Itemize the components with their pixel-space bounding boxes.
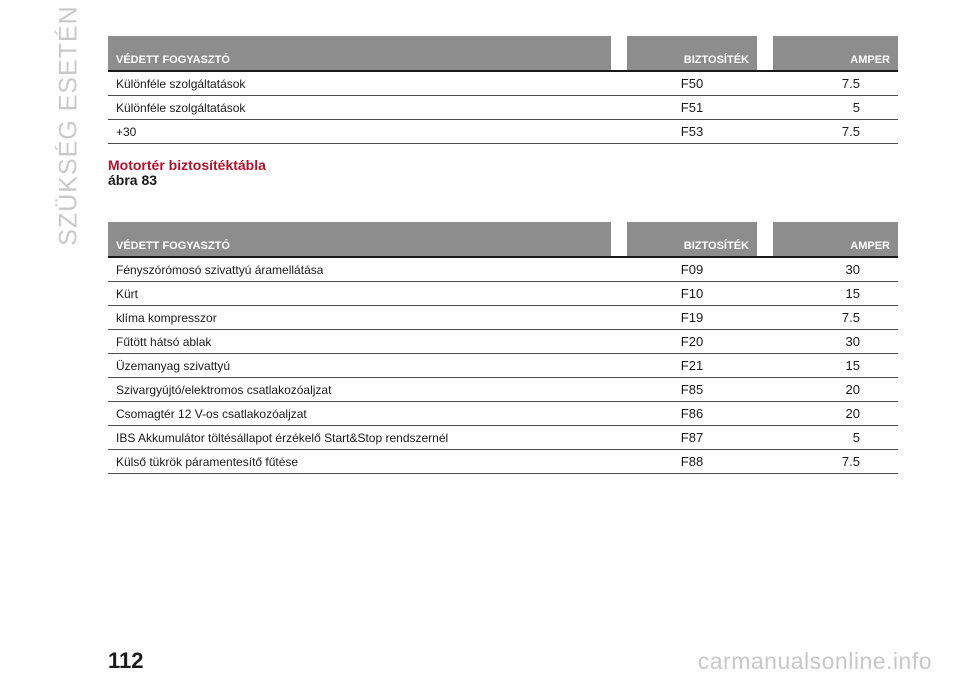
cell-amper: 5	[773, 96, 898, 120]
page-number: 112	[108, 648, 144, 673]
section-title: Motortér biztosítéktábla	[108, 157, 266, 173]
section-side-title	[52, 4, 86, 246]
fuse-table-2	[108, 222, 898, 474]
header-gap	[611, 36, 627, 71]
table-row	[108, 257, 898, 282]
cell-consumer: Csomagtér 12 V-os csatlakozóaljzat	[108, 402, 611, 426]
cell-fuse: F51	[627, 96, 757, 120]
cell-fuse: F88	[627, 450, 757, 474]
figure-reference: ábra 83	[108, 172, 158, 188]
table-row	[108, 378, 898, 402]
table-row	[108, 306, 898, 330]
table-row	[108, 354, 898, 378]
cell-amper: 7.5	[773, 450, 898, 474]
cell-amper: 5	[773, 426, 898, 450]
cell-consumer: Kürt	[108, 282, 611, 306]
cell-fuse: F53	[627, 120, 757, 144]
cell-amper: 30	[773, 330, 898, 354]
table-row	[108, 426, 898, 450]
section-side-title-text: SZÜKSÉG ESETÉN	[54, 4, 83, 246]
cell-fuse: F85	[627, 378, 757, 402]
header-consumer: VÉDETT FOGYASZTÓ	[108, 222, 611, 257]
header-consumer: VÉDETT FOGYASZTÓ	[108, 36, 611, 71]
cell-fuse: F21	[627, 354, 757, 378]
cell-amper: 20	[773, 402, 898, 426]
cell-consumer: IBS Akkumulátor töltésállapot érzékelő Start&Stop rendszernél	[108, 426, 611, 450]
cell-fuse: F86	[627, 402, 757, 426]
cell-consumer: Fűtött hátsó ablak	[108, 330, 611, 354]
table-row	[108, 330, 898, 354]
cell-consumer: klíma kompresszor	[108, 306, 611, 330]
cell-amper: 15	[773, 354, 898, 378]
header-gap	[611, 222, 627, 257]
table-header-row	[108, 36, 898, 71]
header-amper: AMPER	[773, 36, 898, 71]
table-header-row	[108, 222, 898, 257]
header-gap	[757, 36, 773, 71]
cell-amper: 7.5	[773, 71, 898, 96]
cell-fuse: F10	[627, 282, 757, 306]
header-fuse: BIZTOSÍTÉK	[627, 36, 757, 71]
cell-fuse: F87	[627, 426, 757, 450]
cell-consumer: Különféle szolgáltatások	[108, 96, 611, 120]
cell-fuse: F19	[627, 306, 757, 330]
cell-amper: 7.5	[773, 120, 898, 144]
cell-fuse: F50	[627, 71, 757, 96]
cell-amper: 30	[773, 257, 898, 282]
fuse-table-1	[108, 36, 898, 144]
cell-amper: 7.5	[773, 306, 898, 330]
watermark: carmanualsonline.info	[697, 648, 932, 674]
table-row	[108, 71, 898, 96]
table-row	[108, 402, 898, 426]
table-row	[108, 120, 898, 144]
table-row	[108, 282, 898, 306]
cell-fuse: F09	[627, 257, 757, 282]
table-row	[108, 450, 898, 474]
table-row	[108, 96, 898, 120]
header-amper: AMPER	[773, 222, 898, 257]
cell-amper: 20	[773, 378, 898, 402]
cell-amper: 15	[773, 282, 898, 306]
header-fuse: BIZTOSÍTÉK	[627, 222, 757, 257]
header-gap	[757, 222, 773, 257]
cell-consumer: Külső tükrök páramentesítő fűtése	[108, 450, 611, 474]
cell-consumer: Üzemanyag szivattyú	[108, 354, 611, 378]
cell-consumer: Különféle szolgáltatások	[108, 71, 611, 96]
cell-fuse: F20	[627, 330, 757, 354]
cell-consumer: Szivargyújtó/elektromos csatlakozóaljzat	[108, 378, 611, 402]
cell-consumer: Fényszórómosó szivattyú áramellátása	[108, 257, 611, 282]
cell-consumer: +30	[108, 120, 611, 144]
